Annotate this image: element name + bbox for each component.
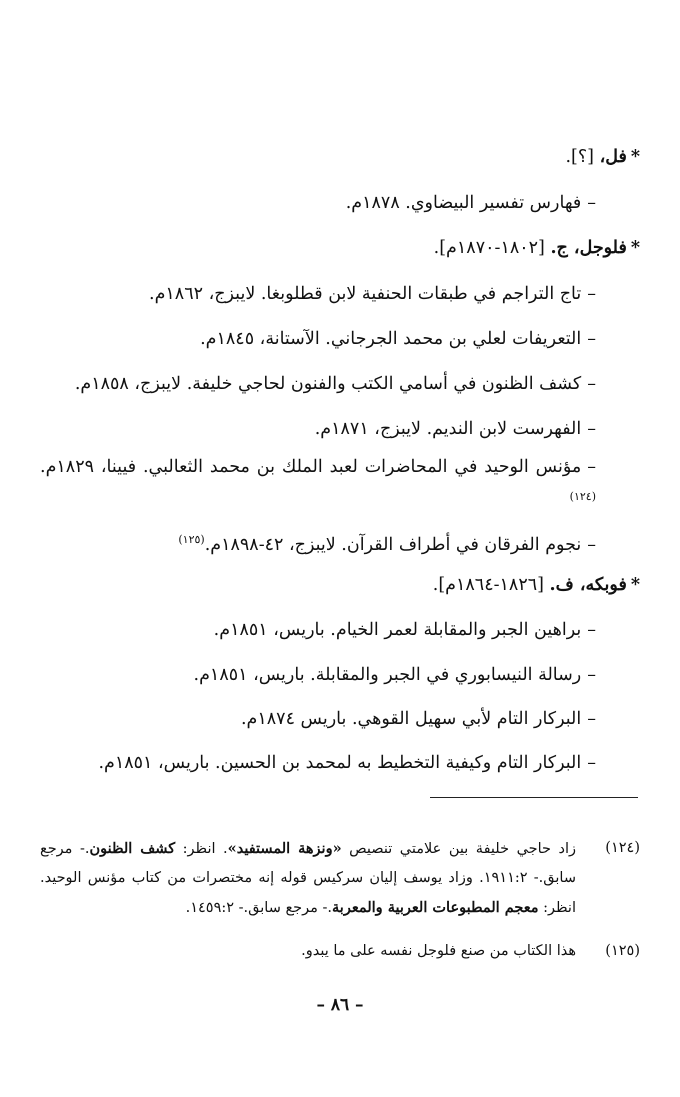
book-item — [194, 662, 596, 688]
footnote-fragment: .- مرجع سابق.- ١٩١١:٢. وزاد يوسف إليان سركيس قوله إنه مختصرات من كتاب مؤنس الوحيد. انظر: — [40, 841, 576, 916]
book-text: الفهرست لابن النديم. لايبزج، ١٨٧١م. — [314, 419, 582, 439]
author-name: فل، — [599, 147, 627, 167]
book-text: تاج التراجم في طبقات الحنفية لابن قطلوبغا. لايبزج، ١٨٦٢م. — [149, 284, 582, 304]
book-item — [214, 617, 596, 643]
footnote-reference: (١٢٥) — [178, 533, 205, 546]
book-text: فهارس تفسير البيضاوي. ١٨٧٨م. — [345, 193, 582, 213]
dash-marker: – — [587, 665, 596, 685]
book-text: البركار التام وكيفية التخطيط به لمحمد بن الحسين. باريس، ١٨٥١م. — [98, 753, 582, 773]
author-dates: [١٨٠٢-١٨٧٠م]. — [433, 238, 551, 258]
star-marker: * — [630, 147, 640, 167]
book-item — [346, 190, 596, 216]
footnote — [40, 834, 640, 923]
book-text: مؤنس الوحيد في المحاضرات لعبد الملك بن محمد الثعالبي. فيينا، ١٨٢٩م. — [40, 457, 582, 477]
star-marker: * — [630, 238, 640, 258]
book-text: التعريفات لعلي بن محمد الجرجاني. الآستانة، ١٨٤٥م. — [200, 329, 582, 349]
book-item — [178, 527, 596, 558]
dash-marker: – — [587, 709, 596, 729]
star-marker: * — [630, 575, 640, 595]
book-item — [315, 416, 596, 442]
book-item — [241, 706, 596, 732]
author-name: فوبكه، ف. — [549, 575, 627, 595]
author-heading — [434, 235, 640, 261]
footnote — [40, 937, 640, 966]
dash-marker: – — [587, 620, 596, 640]
book-text: براهين الجبر والمقابلة لعمر الخيام. باريس، ١٨٥١م. — [213, 620, 582, 640]
page-number: – ٨٦ – — [316, 995, 364, 1015]
book-text: كشف الظنون في أسامي الكتب والفنون لحاجي خليفة. لايبزج، ١٨٥٨م. — [74, 374, 582, 394]
footnote-text — [40, 937, 576, 966]
dash-marker: – — [587, 284, 596, 304]
author-dates: [١٨٢٦-١٨٦٤م]. — [432, 575, 550, 595]
author-dates: [؟]. — [565, 147, 600, 167]
book-text: نجوم الفرقان في أطراف القرآن. لايبزج، ٤٢-١٨٩٨م. — [204, 534, 582, 555]
footnote-title: معجم المطبوعات العربية والمعربة — [332, 899, 539, 916]
footnote-number: (١٢٥) — [605, 943, 640, 959]
footnote-text — [40, 834, 576, 923]
dash-marker: – — [587, 457, 596, 477]
book-item — [40, 452, 596, 517]
book-item — [200, 326, 596, 352]
footnote-separator — [430, 797, 638, 798]
book-text: البركار التام لأبي سهيل القوهي. باريس ١٨٧٤م. — [240, 709, 582, 729]
author-heading — [433, 572, 640, 598]
dash-marker: – — [587, 419, 596, 439]
dash-marker: – — [587, 374, 596, 394]
dash-marker: – — [587, 534, 596, 555]
book-item — [149, 281, 596, 307]
footnote-fragment: . انظر: — [175, 841, 228, 857]
dash-marker: – — [587, 193, 596, 213]
author-heading — [565, 144, 640, 170]
book-text: رسالة النيسابوري في الجبر والمقابلة. باريس، ١٨٥١م. — [193, 665, 582, 685]
footnote-reference: (١٢٤) — [569, 490, 596, 503]
footnote-fragment: .- مرجع سابق.- ١٤٥٩:٢. — [185, 900, 333, 916]
book-item — [98, 750, 596, 776]
footnote-title: «ونزهة المستفيد» — [227, 840, 342, 857]
book-item — [75, 371, 596, 397]
footnote-fragment: زاد حاجي خليفة بين علامتي تنصيص — [341, 841, 576, 857]
dash-marker: – — [587, 753, 596, 773]
footnote-fragment: هذا الكتاب من صنع فلوجل نفسه على ما يبدو. — [301, 943, 576, 959]
dash-marker: – — [587, 329, 596, 349]
author-name: فلوجل، ج. — [550, 238, 627, 258]
footnote-number: (١٢٤) — [605, 840, 640, 856]
footnote-title: كشف الظنون — [89, 840, 176, 857]
